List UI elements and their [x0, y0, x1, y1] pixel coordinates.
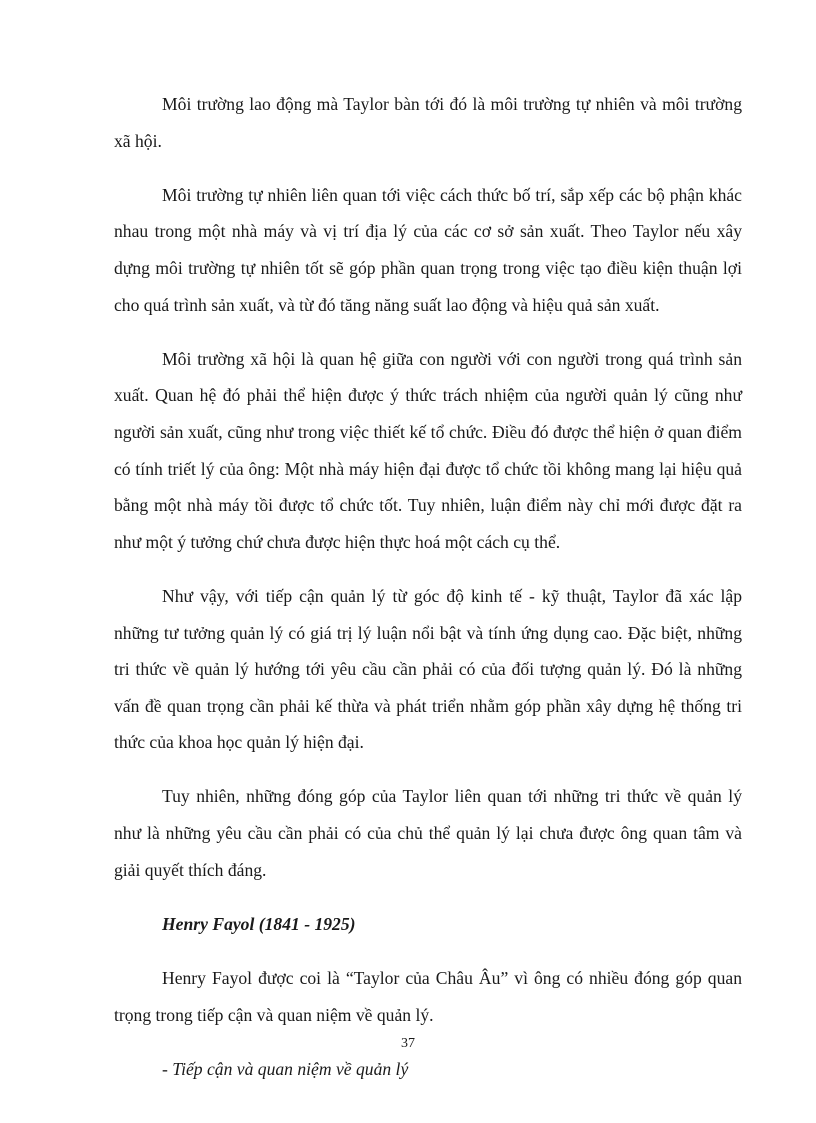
page-number: 37 — [401, 1036, 415, 1051]
paragraph: Môi trường lao động mà Taylor bàn tới đó là môi trường tự nhiên và môi trường xã hội. — [114, 94, 742, 151]
section-heading: Henry Fayol (1841 - 1925) — [162, 913, 356, 934]
subsection-heading: - Tiếp cận và quan niệm về quản lý — [162, 1058, 409, 1079]
paragraph: Môi trường xã hội là quan hệ giữa con người với con người trong quá trình sản xuất. Quan hệ đó phải thể hiện được ý thức trách nhiệm của người quản lý cũng như người sản xuất, cũng như trong việc thiết kế tổ chức. Điều đó được thể hiện ở quan điểm có tính triết lý của ông: Một nhà máy hiện đại được tổ chức tồi không mang lại hiệu quả bằng một nhà máy tồi được tổ chức tốt. Tuy nhiên, luận điểm này chỉ mới được đặt ra như một ý tưởng chứ chưa được hiện thực hoá một cách cụ thể. — [114, 348, 742, 552]
page-body — [114, 86, 742, 1087]
paragraph: Tuy nhiên, những đóng góp của Taylor liên quan tới những tri thức về quản lý như là những yêu cầu cần phải có của chủ thể quản lý lại chưa được ông quan tâm và giải quyết thích đáng. — [114, 786, 742, 880]
paragraph: Môi trường tự nhiên liên quan tới việc cách thức bố trí, sắp xếp các bộ phận khác nhau trong một nhà máy và vị trí địa lý của các cơ sở sản xuất. Theo Taylor nếu xây dựng môi trường tự nhiên tốt sẽ góp phần quan trọng trong việc tạo điều kiện thuận lợi cho quá trình sản xuất, và từ đó tăng năng suất lao động và hiệu quả sản xuất. — [114, 184, 742, 315]
paragraph: Như vậy, với tiếp cận quản lý từ góc độ kinh tế - kỹ thuật, Taylor đã xác lập những tư tưởng quản lý có giá trị lý luận nổi bật và tính ứng dụng cao. Đặc biệt, những tri thức về quản lý hướng tới yêu cầu cần phải có của đối tượng quản lý. Đó là những vấn đề quan trọng cần phải kế thừa và phát triển nhằm góp phần xây dựng hệ thống tri thức của khoa học quản lý hiện đại. — [114, 585, 742, 753]
paragraph: Henry Fayol được coi là “Taylor của Châu Âu” vì ông có nhiều đóng góp quan trọng trong tiếp cận và quan niệm về quản lý. — [114, 968, 742, 1025]
